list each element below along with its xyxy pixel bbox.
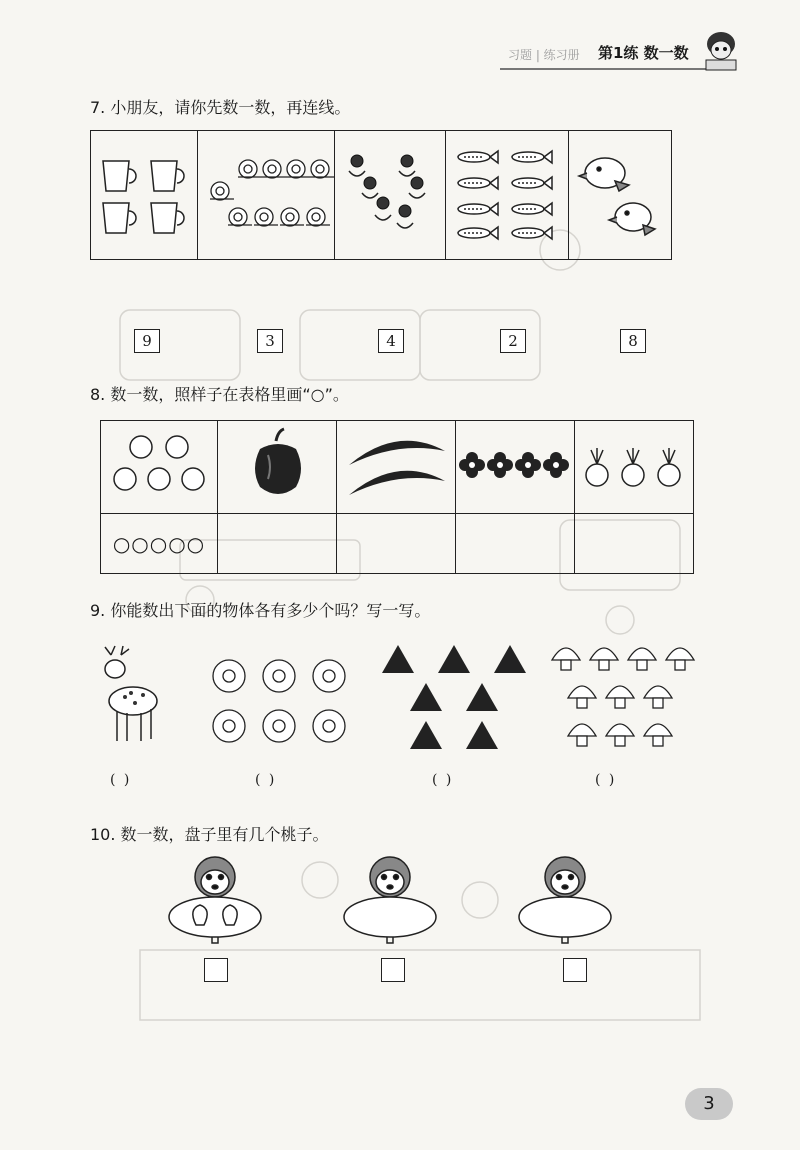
triangles-group — [378, 645, 528, 755]
answer-cell[interactable] — [337, 514, 456, 574]
answer-parentheses[interactable]: ( ) — [595, 772, 617, 788]
question-10-title: 10. 数一数，盘子里有几个桃子。 — [90, 825, 329, 844]
header-muted-text: 习题 | 练习册 — [508, 48, 580, 62]
cups-group — [91, 131, 197, 255]
question-7-title: 7. 小朋友，请你先数一数，再连线。 — [90, 98, 351, 117]
birds-group — [569, 131, 671, 255]
snails-group — [198, 131, 334, 255]
number-box[interactable]: 9 — [134, 329, 160, 353]
number-box[interactable]: 8 — [620, 329, 646, 353]
flowers-group — [335, 131, 445, 255]
deer-icon — [95, 645, 165, 755]
radishes-group — [575, 421, 693, 509]
cucumbers-group — [337, 421, 455, 509]
number-box[interactable]: 4 — [378, 329, 404, 353]
number-box[interactable]: 3 — [257, 329, 283, 353]
answer-box[interactable] — [381, 958, 405, 982]
answer-parentheses[interactable]: ( ) — [255, 772, 277, 788]
answer-parentheses[interactable]: ( ) — [432, 772, 454, 788]
number-box[interactable]: 2 — [500, 329, 526, 353]
page-number-badge: 3 — [685, 1088, 733, 1120]
mushrooms-group — [548, 638, 698, 758]
monkey-with-empty-plate-icon — [510, 855, 620, 945]
blossoms-group — [205, 650, 355, 750]
header-title: 第1练 数一数 — [598, 44, 689, 62]
answer-cell[interactable] — [218, 514, 337, 574]
answer-cell[interactable] — [456, 514, 575, 574]
monkey-with-plate-icon — [160, 855, 270, 945]
monkey-with-empty-plate-icon — [335, 855, 445, 945]
mascot-icon — [700, 28, 742, 74]
question-8-title: 8. 数一数，照样子在表格里画“○”。 — [90, 385, 349, 404]
question-9-title: 9. 你能数出下面的物体各有多少个吗？写一写。 — [90, 601, 431, 620]
answer-parentheses[interactable]: ( ) — [110, 772, 132, 788]
tomatoes-group — [101, 421, 217, 509]
pepper-icon — [218, 421, 336, 509]
sample-circles: ○○○○○ — [112, 531, 206, 556]
fish-group — [446, 131, 568, 255]
answer-box[interactable] — [204, 958, 228, 982]
answer-cell[interactable] — [575, 514, 694, 574]
question-8-table — [100, 420, 694, 574]
flower-blossoms-group — [456, 421, 574, 509]
question-7-picture-table — [90, 130, 672, 260]
answer-box[interactable] — [563, 958, 587, 982]
